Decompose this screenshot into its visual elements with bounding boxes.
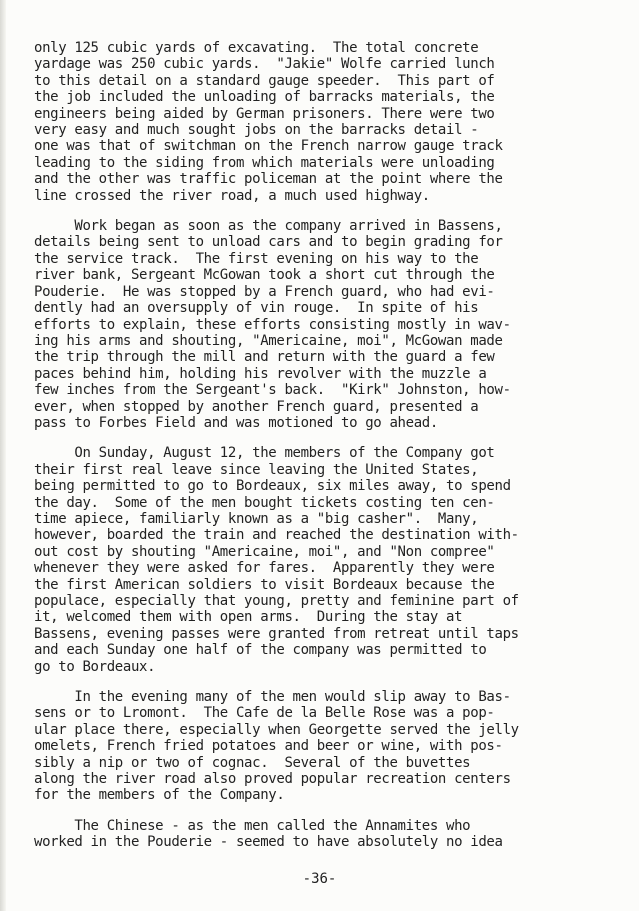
text-line: worked in the Pouderie - seemed to have absolutely no idea [34, 834, 503, 851]
text-line: out cost by shouting "Americaine, moi", and "Non compree" [34, 543, 495, 560]
text-line: line crossed the river road, a much used highway. [34, 187, 430, 204]
text-line: In the evening many of the men would slip away to Bas- [34, 689, 511, 706]
text-line: engineers being aided by German prisoners. There were two [34, 105, 495, 122]
text-line: few inches from the Sergeant's back. "Kirk" Johnston, how- [34, 382, 511, 399]
text-line: river bank, Sergeant McGowan took a short cut through the [34, 267, 495, 284]
text-line: and the other was traffic policeman at the point where the [34, 171, 503, 188]
text-line: sibly a nip or two of cognac. Several of the buvettes [34, 754, 471, 771]
paragraph [34, 818, 629, 851]
text-line: time apiece, familiarly known as a "big casher". Many, [34, 510, 479, 527]
text-line: pass to Forbes Field and was motioned to go ahead. [34, 414, 438, 431]
text-line: it, welcomed them with open arms. During the stay at [34, 609, 463, 626]
text-line: to this detail on a standard gauge speeder. This part of [34, 72, 495, 89]
text-line: omelets, French fried potatoes and beer or wine, with pos- [34, 738, 503, 755]
text-line: the day. Some of the men bought tickets costing ten cen- [34, 494, 495, 511]
page-number: -36- [302, 871, 337, 887]
text-line: yardage was 250 cubic yards. "Jakie" Wolfe carried lunch [34, 56, 495, 73]
text-line: leading to the siding from which materials were unloading [34, 154, 495, 171]
text-line: efforts to explain, these efforts consisting mostly in wav- [34, 316, 511, 333]
text-line: details being sent to unload cars and to begin grading for [34, 234, 503, 251]
text-line: the service track. The first evening on his way to the [34, 250, 479, 267]
text-line: and each Sunday one half of the company was permitted to [34, 642, 487, 659]
text-line: dently had an oversupply of vin rouge. In spite of his [34, 300, 479, 317]
text-line: very easy and much sought jobs on the barracks detail - [34, 122, 479, 139]
paragraph [34, 689, 629, 804]
text-line: sens or to Lromont. The Cafe de la Belle Rose was a pop- [34, 705, 495, 722]
text-line: only 125 cubic yards of excavating. The total concrete [34, 40, 479, 56]
text-line: their first real leave since leaving the United States, [34, 461, 479, 478]
text-line: along the river road also proved popular recreation centers [34, 771, 511, 788]
text-line: the trip through the mill and return with the guard a few [34, 349, 495, 366]
text-line: being permitted to go to Bordeaux, six miles away, to spend [34, 478, 511, 495]
text-line: Work began as soon as the company arrived in Bassens, [34, 218, 503, 235]
paragraph [34, 218, 629, 431]
text-line: the job included the unloading of barracks materials, the [34, 89, 495, 106]
text-line: ing his arms and shouting, "Americaine, moi", McGowan made [34, 332, 503, 349]
text-line: ular place there, especially when Georgette served the jelly [34, 721, 519, 738]
paragraph [34, 445, 629, 675]
text-line: however, boarded the train and reached the destination with- [34, 527, 519, 544]
text-line: go to Bordeaux. [34, 658, 156, 675]
text-line: one was that of switchman on the French narrow gauge track [34, 138, 503, 155]
page-edge [0, 0, 6, 911]
text-line: On Sunday, August 12, the members of the Company got [34, 445, 495, 462]
body-text [34, 40, 629, 865]
text-line: ever, when stopped by another French guard, presented a [34, 398, 479, 415]
text-line: whenever they were asked for fares. Apparently they were [34, 560, 495, 577]
paragraph [34, 40, 629, 204]
text-line: Pouderie. He was stopped by a French guard, who had evi- [34, 283, 495, 300]
text-line: for the members of the Company. [34, 787, 285, 804]
text-line: the first American soldiers to visit Bordeaux because the [34, 576, 495, 593]
text-line: paces behind him, holding his revolver with the muzzle a [34, 365, 487, 382]
text-line: populace, especially that young, pretty and feminine part of [34, 593, 519, 609]
text-line: The Chinese - as the men called the Annamites who [34, 817, 471, 834]
text-line: Bassens, evening passes were granted from retreat until taps [34, 625, 519, 642]
